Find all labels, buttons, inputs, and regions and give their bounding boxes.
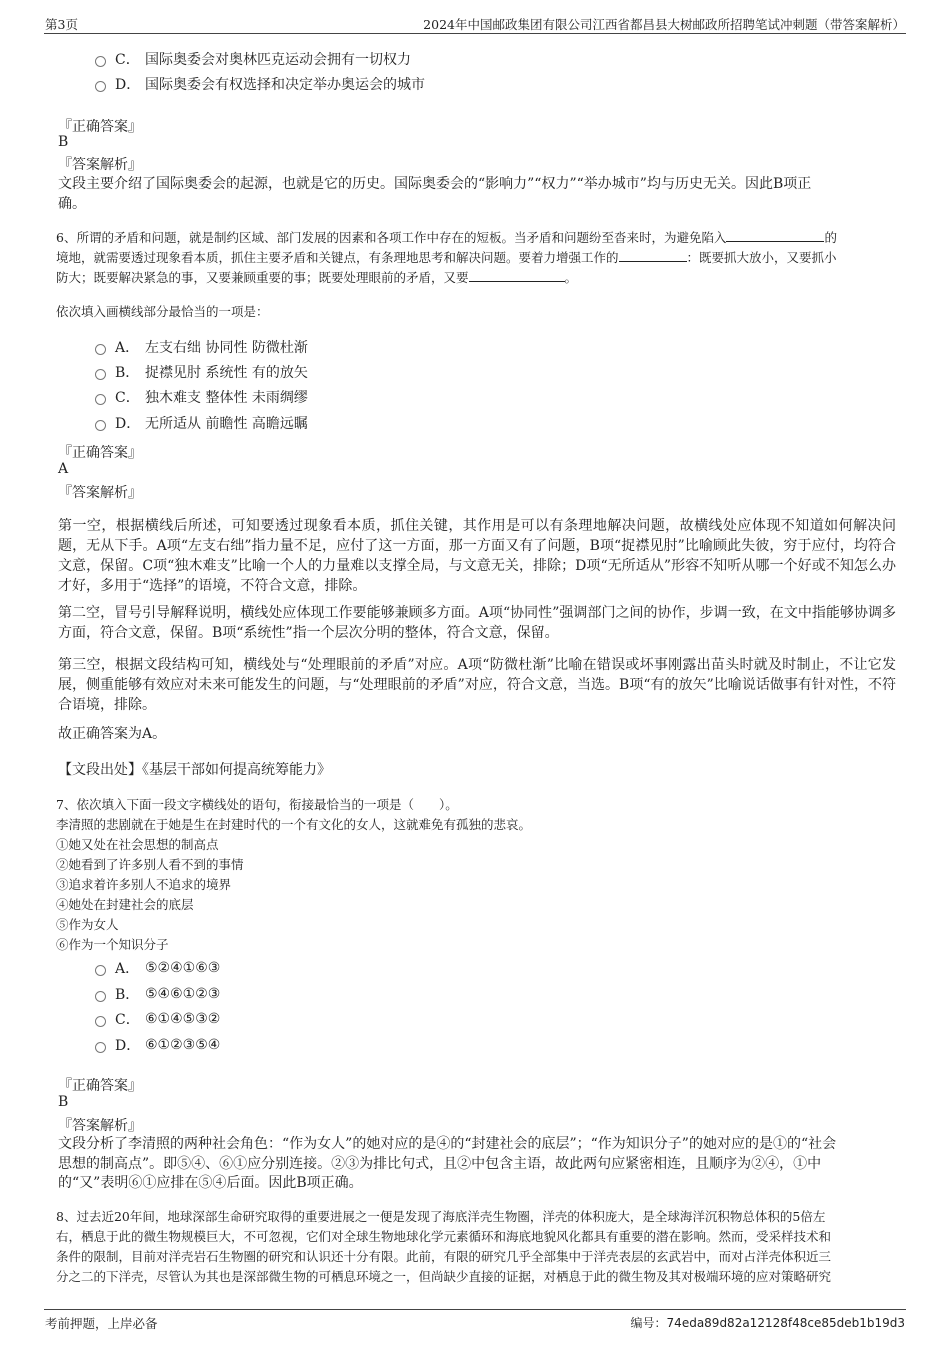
option-text: 无所适从 前瞻性 高瞻远瞩 [145, 416, 308, 432]
q7-item: ⑤作为女人 [56, 917, 119, 932]
radio-icon[interactable] [95, 81, 106, 92]
option-text: 国际奥委会有权选择和决定举办奥运会的城市 [145, 77, 425, 93]
footer-slogan: 考前押题，上岸必备 [45, 1316, 158, 1331]
q8-question-line: 分之二的下洋壳，尽管认为其也是深部微生物的可栖息环境之一，但尚缺少直接的证据，对栖息于此的微生物及其对极端环境的应对策略研究 [56, 1269, 832, 1284]
option-text: ⑥①④⑤③② [145, 1011, 221, 1027]
option-text: 左支右绌 协同性 防微杜渐 [145, 340, 308, 356]
option-letter: D． [115, 416, 141, 432]
q5-option-d[interactable] [95, 74, 425, 94]
q6-question-line: 境地，就需要透过现象看本质，抓住主要矛盾和关键点，有条理地思考和解决问题。要着力增强工作的 ：既要抓大放小，又要抓小 [56, 250, 837, 265]
q7-item: ①她又处在社会思想的制高点 [56, 837, 219, 852]
q6-option-c[interactable] [95, 387, 308, 407]
q6-analysis-paragraph: 第三空，根据文段结构可知，横线处与“处理眼前的矛盾”对应。A项“防微杜渐”比喻在错误或坏事刚露出苗头时就及时制止，不让它发展，侧重能够有效应对未来可能发生的问题，与“处理眼前的矛盾”对应，符合文意，当选。B项“有的放矢”比喻说话做事有针对性，不符合语境，排除。 [58, 657, 896, 713]
q6-analysis-paragraph: 第二空，冒号引导解释说明，横线处应体现工作要能够兼顾多方面。A项“协同性”强调部门之间的协作，步调一致，在文中指能够协调多方面，符合文意，保留。B项“系统性”指一个层次分明的整体，符合文意，保留。 [58, 605, 896, 641]
option-letter: D． [115, 1038, 141, 1054]
answer-blank [469, 269, 565, 282]
q7-option-d[interactable] [95, 1035, 220, 1055]
footer-document-id: 编号：74eda89d82a12128f48ce85deb1b19d3 [630, 1316, 905, 1330]
page-number: 第3页 [45, 17, 78, 32]
q6-source: 【文段出处】《基层干部如何提高统筹能力》 [58, 762, 331, 778]
option-text: ⑤④⑥①②③ [145, 986, 221, 1002]
q7-item: ④她处在封建社会的底层 [56, 897, 194, 912]
q6-analysis-conclusion: 故正确答案为A。 [58, 726, 167, 742]
q7-item: ②她看到了许多别人看不到的事情 [56, 857, 244, 872]
answer-blank [726, 229, 824, 242]
q8-question-line: 条件的限制，目前对洋壳岩石生物圈的研究和认识还十分有限。此前，有限的研究几乎全部集中于洋壳表层的玄武岩中，而对占洋壳体积近三 [56, 1249, 832, 1264]
option-text: ⑥①②③⑤④ [145, 1037, 221, 1053]
option-letter: C． [115, 1012, 140, 1028]
q7-item: ⑥作为一个知识分子 [56, 937, 169, 952]
header-divider [44, 33, 906, 34]
q7-option-a[interactable] [95, 958, 220, 978]
q6-option-d[interactable] [95, 413, 308, 433]
option-letter: C． [115, 390, 140, 406]
q6-analysis-label: 『答案解析』 [58, 485, 142, 501]
q5-analysis-label: 『答案解析』 [58, 157, 142, 173]
q7-option-c[interactable] [95, 1009, 220, 1029]
q6-question-line: 防大；既要解决紧急的事，又要兼顾重要的事；既要处理眼前的矛盾，又要 。 [56, 270, 578, 285]
radio-icon[interactable] [95, 394, 106, 405]
q6-analysis-paragraph: 第一空，根据横线后所述，可知要透过现象看本质，抓住关键，其作用是可以有条理地解决问题，故横线处应体现不知道如何解决问题，无从下手。A项“左支右绌”指力量不足，应付了这一方面，那一方面又有了问题，B项“捉襟见肘”比喻顾此失彼，穷于应付，均符合文意，保留。C项“独木难支”比喻一个人的力量难以支撑全局，与文意无关，排除；D项“无所适从”形容不知听从哪一个好或不知怎么办才好，多用于“选择”的语境，不符合文意，排除。 [58, 518, 896, 594]
q6-question-line: 6、所谓的矛盾和问题，就是制约区域、部门发展的因素和各项工作中存在的短板。当矛盾和问题纷至沓来时，为避免陷入 的 [56, 230, 837, 245]
footer-divider [44, 1309, 906, 1310]
q7-passage: 李清照的悲剧就在于她是生在封建时代的一个有文化的女人，这就难免有孤独的悲哀。 [56, 817, 532, 832]
option-text: 捉襟见肘 系统性 有的放矢 [145, 365, 308, 381]
q5-answer: B [58, 134, 69, 150]
radio-icon[interactable] [95, 420, 106, 431]
option-text: 国际奥委会对奥林匹克运动会拥有一切权力 [145, 52, 411, 68]
radio-icon[interactable] [95, 56, 106, 67]
radio-icon[interactable] [95, 965, 106, 976]
option-text: ⑤②④①⑥③ [145, 960, 221, 976]
option-letter: A． [115, 340, 140, 356]
q7-analysis-label: 『答案解析』 [58, 1118, 142, 1134]
q5-answer-label: 『正确答案』 [58, 119, 142, 135]
q8-question-line: 右，栖息于此的微生物规模巨大，不可忽视，它们对全球生物地球化学元素循环和海底地貌风化都具有重要的潜在影响。然而，受采样技术和 [56, 1229, 832, 1244]
q7-answer-label: 『正确答案』 [58, 1078, 142, 1094]
q7-analysis-line: 的“又”表明⑥①应排在⑤④后面。因此B项正确。 [58, 1175, 363, 1191]
q7-analysis-line: 思想的制高点”。即⑤④、⑥①应分别连接。②③为排比句式，且②中包含主语，故此两句应紧密相连，且顺序为②④，①中 [58, 1156, 822, 1172]
q8-question-line: 8、过去近20年间，地球深部生命研究取得的重要进展之一便是发现了海底洋壳生物圈，洋壳的体积庞大，是全球海洋沉积物总体积的5倍左 [56, 1209, 826, 1224]
answer-blank [619, 249, 687, 262]
q7-question: 7、依次填入下面一段文字横线处的语句，衔接最恰当的一项是（ ）。 [56, 797, 458, 812]
radio-icon[interactable] [95, 991, 106, 1002]
q6-option-b[interactable] [95, 362, 308, 382]
option-letter: B． [115, 365, 140, 381]
radio-icon[interactable] [95, 1042, 106, 1053]
q7-analysis-line: 文段分析了李清照的两种社会角色：“作为女人”的她对应的是④的“封建社会的底层”；“作为知识分子”的她对应的是①的“社会 [58, 1136, 837, 1152]
radio-icon[interactable] [95, 1016, 106, 1027]
radio-icon[interactable] [95, 344, 106, 355]
q6-answer-label: 『正确答案』 [58, 445, 142, 461]
q5-analysis-line: 文段主要介绍了国际奥委会的起源，也就是它的历史。国际奥委会的“影响力”“权力”“举办城市”均与历史无关。因此B项正 [58, 176, 812, 192]
document-title: 2024年中国邮政集团有限公司江西省都昌县大树邮政所招聘笔试冲刺题（带答案解析） [423, 17, 905, 32]
option-letter: A． [115, 961, 140, 977]
option-letter: B． [115, 987, 140, 1003]
option-text: 独木难支 整体性 未雨绸缪 [145, 390, 308, 406]
radio-icon[interactable] [95, 369, 106, 380]
q7-option-b[interactable] [95, 984, 220, 1004]
q5-option-c[interactable] [95, 49, 411, 69]
option-letter: D． [115, 77, 141, 93]
q7-item: ③追求着许多别人不追求的境界 [56, 877, 232, 892]
q6-option-a[interactable] [95, 337, 308, 357]
option-letter: C． [115, 52, 140, 68]
q5-analysis-line: 确。 [58, 196, 86, 212]
q6-answer: A [58, 461, 69, 477]
q6-prompt: 依次填入画横线部分最恰当的一项是： [56, 304, 269, 319]
q7-answer: B [58, 1094, 69, 1110]
